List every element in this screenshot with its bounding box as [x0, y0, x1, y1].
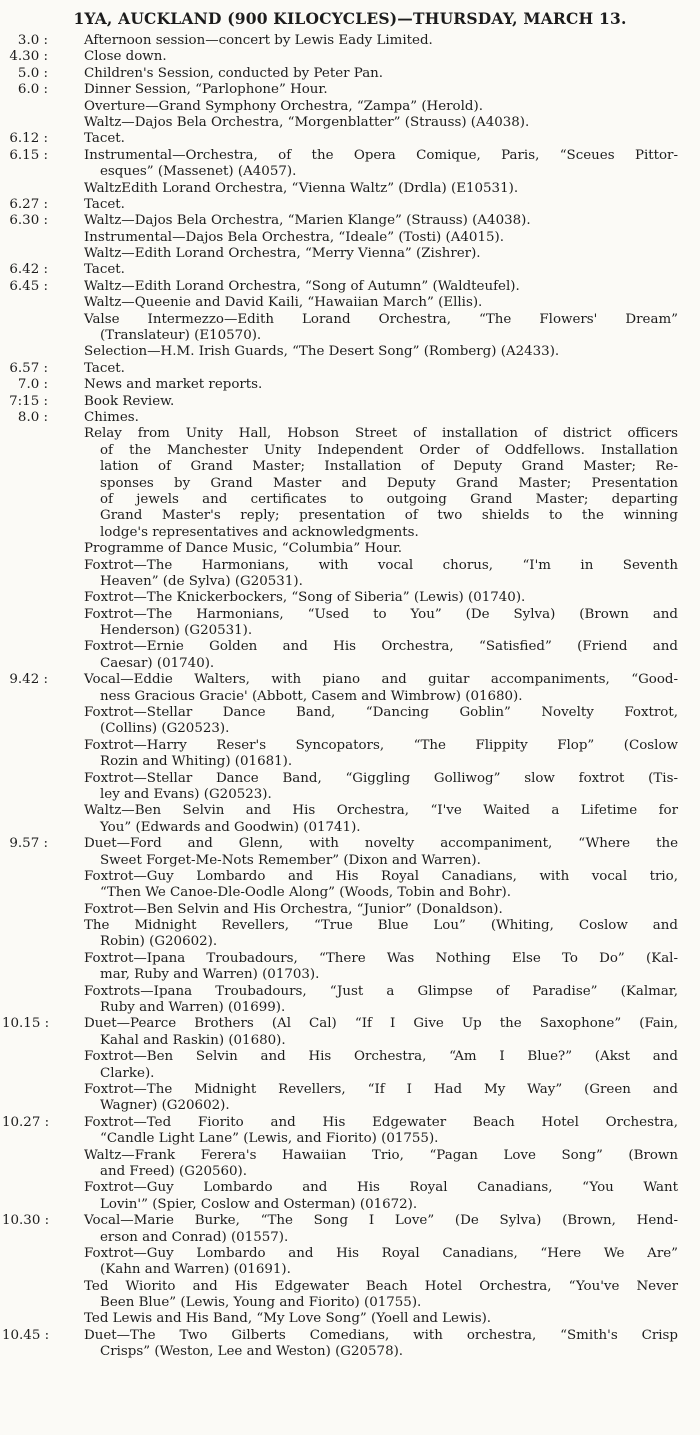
programme-line	[0, 803, 700, 819]
programme-text: Robin) (G20602).	[100, 934, 218, 950]
programme-line	[0, 99, 700, 115]
programme-line	[0, 1197, 700, 1213]
programme-text: Foxtrot—The Midnight Revellers, “If I Had My Way” (Green and	[84, 1082, 678, 1097]
programme-text: Valse Intermezzo—Edith Lorand Orchestra, “The Flowers' Dream”	[84, 311, 678, 327]
programme-line	[0, 574, 700, 590]
programme-line	[0, 1164, 700, 1180]
programme-line	[0, 721, 700, 737]
programme-line	[0, 607, 700, 623]
programme-text: Chimes.	[84, 409, 139, 425]
programme-line	[0, 623, 700, 639]
programme-text: Foxtrot—Ben Selvin and His Orchestra, “Junior” (Donaldson).	[84, 901, 503, 917]
programme-text: and Freed) (G20560).	[100, 1163, 248, 1179]
time-stamp: 6.45 :	[9, 278, 48, 294]
time-stamp: 6.27 :	[9, 196, 48, 212]
programme-line	[0, 361, 700, 377]
programme-text: Foxtrot—The Harmonians, with vocal chorus, “I'm in Seventh	[84, 557, 678, 573]
programme-line	[0, 312, 700, 328]
programme-text: sponses by Grand Master and Deputy Grand Master; Presentation	[100, 475, 678, 491]
programme-line	[0, 394, 700, 410]
programme-text: of jewels and certificates to outgoing Grand Master; departing	[100, 491, 678, 507]
programme-text: erson and Conrad) (01557).	[100, 1229, 289, 1245]
programme-text: Foxtrot—Ted Fiorito and His Edgewater Beach Hotel Orchestra,	[84, 1114, 678, 1130]
time-stamp: 7:15 :	[9, 393, 48, 409]
programme-text: Foxtrot—Stellar Dance Band, “Giggling Golliwog” slow foxtrot (Tis-	[84, 770, 678, 786]
programme-text: lodge's representatives and acknowledgments.	[100, 524, 419, 540]
programme-line	[0, 246, 700, 262]
programme-text: You” (Edwards and Goodwin) (01741).	[100, 819, 361, 835]
programme-line	[0, 213, 700, 229]
programme-text: Book Review.	[84, 393, 175, 409]
programme-line	[0, 476, 700, 492]
programme-line	[0, 918, 700, 934]
programme-line	[0, 541, 700, 557]
programme-text: Ruby and Warren) (01699).	[100, 1000, 286, 1016]
programme-line	[0, 869, 700, 885]
programme-text: Kahal and Raskin) (01680).	[100, 1032, 286, 1048]
programme-text: Foxtrots—Ipana Troubadours, “Just a Glimpse of Paradise” (Kalmar,	[84, 983, 678, 999]
programme-text: Foxtrot—Stellar Dance Band, “Dancing Goblin” Novelty Foxtrot,	[84, 705, 678, 721]
programme-line	[0, 66, 700, 82]
programme-line	[0, 1115, 700, 1131]
programme-line	[0, 1082, 700, 1098]
programme-line	[0, 1066, 700, 1082]
time-stamp: 6.15 :	[9, 147, 48, 163]
time-stamp: 10.27 :	[2, 1114, 50, 1130]
programme-text: Waltz—Edith Lorand Orchestra, “Song of Autumn” (Waldteufel).	[84, 278, 520, 294]
programme-line	[0, 148, 700, 164]
programme-text: Crisps” (Weston, Lee and Weston) (G20578).	[100, 1344, 404, 1360]
programme-line	[0, 82, 700, 98]
programme-line	[0, 1148, 700, 1164]
programme-line	[0, 1246, 700, 1262]
programme-line	[0, 164, 700, 180]
programme-line	[0, 426, 700, 442]
programme-text: The Midnight Revellers, “True Blue Lou” (Whiting, Coslow and	[84, 918, 678, 934]
programme-line	[0, 115, 700, 131]
programme-line	[0, 1213, 700, 1229]
programme-text: ness Gracious Gracie' (Abbott, Casem and Wimbrow) (01680).	[100, 688, 523, 704]
programme-line	[0, 984, 700, 1000]
programme-text: Tacet.	[84, 131, 125, 147]
time-stamp: 6.42 :	[9, 262, 48, 278]
programme-line	[0, 1131, 700, 1147]
programme-line	[0, 934, 700, 950]
programme-text: Tacet.	[84, 196, 125, 212]
programme-text: Duet—The Two Gilberts Comedians, with orchestra, “Smith's Crisp	[84, 1327, 678, 1343]
programme-line	[0, 508, 700, 524]
programme-text: Tacet.	[84, 262, 125, 278]
programme-text: Foxtrot—Ernie Golden and His Orchestra, “Satisfied” (Friend and	[84, 639, 678, 655]
programme-line	[0, 885, 700, 901]
programme-text: Been Blue” (Lewis, Young and Fiorito) (01755).	[100, 1295, 422, 1311]
programme-text: Children's Session, conducted by Peter Pan.	[84, 65, 384, 81]
programme-text: Afternoon session—concert by Lewis Eady Limited.	[84, 33, 433, 48]
programme-line	[0, 853, 700, 869]
programme-text: of the Manchester Unity Independent Order of Oddfellows. Installation	[100, 442, 678, 458]
programme-line	[0, 1279, 700, 1295]
programme-text: (Kahn and Warren) (01691).	[100, 1262, 291, 1278]
programme-line	[0, 1230, 700, 1246]
time-stamp: 3.0 :	[17, 33, 48, 48]
programme-line	[0, 131, 700, 147]
programme-text: Waltz—Dajos Bela Orchestra, “Morgenblatter” (Strauss) (A4038).	[84, 114, 530, 130]
programme-line	[0, 492, 700, 508]
time-stamp: 7.0 :	[17, 377, 48, 393]
programme-line	[0, 951, 700, 967]
programme-text: Henderson) (G20531).	[100, 623, 253, 639]
programme-line	[0, 1000, 700, 1016]
programme-text: Foxtrot—Guy Lombardo and His Royal Canadians, with vocal trio,	[84, 868, 678, 884]
programme-text: Lovin'” (Spier, Coslow and Osterman) (01672).	[100, 1196, 418, 1212]
programme-line	[0, 197, 700, 213]
programme-line	[0, 639, 700, 655]
programme-text: Wagner) (G20602).	[100, 1098, 230, 1114]
programme-line	[0, 656, 700, 672]
programme-line	[0, 836, 700, 852]
programme-line	[0, 377, 700, 393]
programme-text: Ted Lewis and His Band, “My Love Song” (Yoell and Lewis).	[84, 1311, 492, 1327]
programme-text: (Collins) (G20523).	[100, 721, 230, 737]
programme-text: Sweet Forget-Me-Nots Remember” (Dixon and Warren).	[100, 852, 481, 868]
programme-text: Overture—Grand Symphony Orchestra, “Zampa” (Herold).	[84, 98, 483, 114]
time-stamp: 8.0 :	[17, 409, 48, 425]
programme-text: Caesar) (01740).	[100, 655, 215, 671]
time-stamp: 6.57 :	[9, 360, 48, 376]
programme-line	[0, 525, 700, 541]
time-stamp: 10.45 :	[2, 1327, 50, 1343]
programme-text: Foxtrot—Ben Selvin and His Orchestra, “Am I Blue?” (Akst and	[84, 1049, 678, 1065]
programme-line	[0, 705, 700, 721]
programme-line	[0, 820, 700, 836]
time-stamp: 9.42 :	[9, 672, 48, 688]
time-stamp: 6.0 :	[17, 82, 48, 98]
programme-line	[0, 754, 700, 770]
programme-text: Duet—Pearce Brothers (Al Cal) “If I Give Up the Saxophone” (Fain,	[84, 1016, 678, 1032]
page-heading: 1YA, AUCKLAND (900 KILOCYCLES)—THURSDAY, MARCH 13.	[73, 9, 627, 28]
programme-line	[0, 279, 700, 295]
programme-text: WaltzEdith Lorand Orchestra, “Vienna Waltz” (Drdla) (E10531).	[84, 180, 519, 196]
programme-text: Foxtrot—The Knickerbockers, “Song of Siberia” (Lewis) (01740).	[84, 590, 526, 606]
programme-text: ley and Evans) (G20523).	[100, 786, 272, 802]
programme-line	[0, 459, 700, 475]
programme-line	[0, 230, 700, 246]
programme-text: Foxtrot—Guy Lombardo and His Royal Canadians, “You Want	[84, 1180, 678, 1196]
programme-line	[0, 295, 700, 311]
programme-text: Vocal—Marie Burke, “The Song I Love” (De Sylva) (Brown, Hend-	[84, 1213, 678, 1229]
programme-text: “Candle Light Lane” (Lewis, and Fiorito) (01755).	[100, 1131, 439, 1147]
programme-text: Waltz—Frank Ferera's Hawaiian Trio, “Pagan Love Song” (Brown	[84, 1147, 678, 1163]
programme-text: Clarke).	[100, 1065, 155, 1081]
programme-line	[0, 672, 700, 688]
programme-text: News and market reports.	[84, 377, 263, 393]
programme-line	[0, 787, 700, 803]
programme-text: Waltz—Edith Lorand Orchestra, “Merry Vienna” (Zishrer).	[84, 246, 481, 262]
programme-text: Relay from Unity Hall, Hobson Street of installation of district officers	[84, 426, 678, 442]
programme-text: Grand Master's reply; presentation of two shields to the winning	[100, 508, 678, 524]
time-stamp: 5.0 :	[17, 65, 48, 81]
time-stamp: 9.57 :	[9, 836, 48, 852]
programme-line	[0, 181, 700, 197]
programme-text: lation of Grand Master; Installation of Deputy Grand Master; Re-	[100, 459, 678, 475]
programme-text: “Then We Canoe-Dle-Oodle Along” (Woods, Tobin and Bohr).	[100, 885, 511, 901]
programme-line	[0, 967, 700, 983]
programme-line	[0, 410, 700, 426]
programme-text: Selection—H.M. Irish Guards, “The Desert Song” (Romberg) (A2433).	[84, 344, 560, 360]
programme-line	[0, 344, 700, 360]
programme-line	[0, 328, 700, 344]
time-stamp: 10.30 :	[2, 1213, 50, 1229]
programme-line	[0, 1033, 700, 1049]
programme-line	[0, 902, 700, 918]
programme-line	[0, 738, 700, 754]
programme-text: Waltz—Dajos Bela Orchestra, “Marien Klange” (Strauss) (A4038).	[84, 213, 531, 229]
programme-text: Ted Wiorito and His Edgewater Beach Hotel Orchestra, “You've Never	[84, 1278, 678, 1294]
programme-text: Duet—Ford and Glenn, with novelty accompaniment, “Where the	[84, 836, 678, 852]
programme-text: Tacet.	[84, 360, 125, 376]
time-stamp: 6.30 :	[9, 213, 48, 229]
programme-line	[0, 49, 700, 65]
programme-line	[0, 1262, 700, 1278]
programme-text: Foxtrot—The Harmonians, “Used to You” (De Sylva) (Brown and	[84, 606, 678, 622]
programme-line	[0, 1328, 700, 1344]
time-stamp: 6.12 :	[9, 131, 48, 147]
programme-text: Heaven” (de Sylva) (G20531).	[100, 573, 303, 589]
programme-text: Instrumental—Dajos Bela Orchestra, “Ideale” (Tosti) (A4015).	[84, 229, 504, 245]
programme-text: Instrumental—Orchestra, of the Opera Comique, Paris, “Sceues Pittor-	[84, 147, 678, 163]
programme-line	[0, 1311, 700, 1327]
programme-line	[0, 590, 700, 606]
programme-text: Waltz—Queenie and David Kaili, “Hawaiian March” (Ellis).	[84, 295, 483, 311]
programme-text: Foxtrot—Ipana Troubadours, “There Was Nothing Else To Do” (Kal-	[84, 950, 678, 966]
programme-line	[0, 1295, 700, 1311]
programme-line	[0, 689, 700, 705]
programme-text: mar, Ruby and Warren) (01703).	[100, 967, 320, 983]
programme-line	[0, 1098, 700, 1114]
programme-text: Foxtrot—Harry Reser's Syncopators, “The Flippity Flop” (Coslow	[84, 737, 678, 753]
time-stamp: 10.15 :	[2, 1016, 50, 1032]
programme-text: Vocal—Eddie Walters, with piano and guitar accompaniments, “Good-	[84, 672, 678, 688]
programme-line	[0, 262, 700, 278]
programme-line	[0, 558, 700, 574]
programme-text: Close down.	[84, 49, 167, 65]
programme-text: Programme of Dance Music, “Columbia” Hour.	[84, 541, 403, 557]
programme-text: Foxtrot—Guy Lombardo and His Royal Canadians, “Here We Are”	[84, 1245, 678, 1261]
programme-line	[0, 1344, 700, 1360]
programme-text: Dinner Session, “Parlophone” Hour.	[84, 82, 328, 98]
time-stamp: 4.30 :	[9, 49, 48, 65]
programme-line	[0, 443, 700, 459]
programme-text: Waltz—Ben Selvin and His Orchestra, “I've Waited a Lifetime for	[84, 803, 678, 819]
programme-text: Rozin and Whiting) (01681).	[100, 754, 293, 770]
programme-line	[0, 1016, 700, 1032]
programme-listing	[0, 33, 700, 1361]
programme-line	[0, 1049, 700, 1065]
programme-line	[0, 771, 700, 787]
programme-text: esques” (Massenet) (A4057).	[100, 164, 297, 180]
programme-line	[0, 1180, 700, 1196]
programme-text: (Translateur) (E10570).	[100, 328, 262, 344]
programme-line	[0, 33, 700, 49]
